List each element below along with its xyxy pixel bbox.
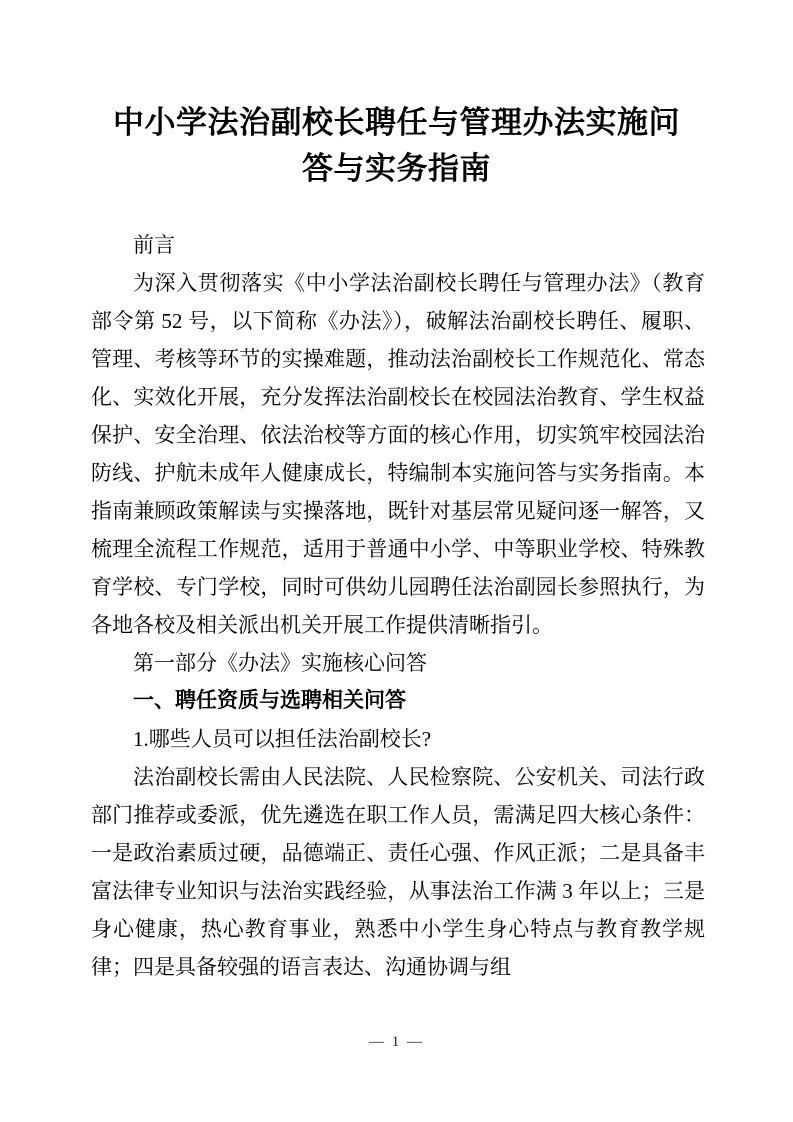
paragraph-preface-body: 为深入贯彻落实《中小学法治副校长聘任与管理办法》（教育部令第 52 号，以下简称《办法》），破解法治副校长聘任、履职、管理、考核等环节的实操难题，推动法治副校长工作规范化、常态化、实效化开展，充分发挥法治副校长在校园法治教育、学生权益保护、安全治理、依法治校等方面的核心作用，切实筑牢校园法治防线、护航未成年人健康成长，特编制本实施问答与实务指南。本指南兼顾政策解读与实操落地，既针对基层常见疑问逐一解答，又梳理全流程工作规范，适用于普通中小学、中等职业学校、特殊教育学校、专门学校，同时可供幼儿园聘任法治副园长参照执行，为各地各校及相关派出机关开展工作提供清晰指引。 [91,271,705,637]
paragraph-answer-1: 法治副校长需由人民法院、人民检察院、公安机关、司法行政部门推荐或委派，优先遴选在职工作人员，需满足四大核心条件：一是政治素质过硬，品德端正、责任心强、作风正派；二是具备丰富法律专业知识与法治实践经验，从事法治工作满 3 年以上；三是身心健康，热心教育事业，熟悉中小学生身心特点与教育教学规律；四是具备较强的语言表达、沟通协调与组 [91,765,705,979]
paragraph-section1-heading: 一、聘任资质与选聘相关问答 [133,689,406,712]
paragraph-part1-heading: 第一部分《办法》实施核心问答 [133,651,427,675]
paragraph-preface-heading: 前言 [133,233,175,257]
document-body [91,226,705,986]
page-number: — 1 — [369,1034,424,1050]
paragraph-question-1: 1.哪些人员可以担任法治副校长? [133,727,432,751]
document-title: 中小学法治副校长聘任与管理办法实施问答与实务指南 [113,105,680,186]
